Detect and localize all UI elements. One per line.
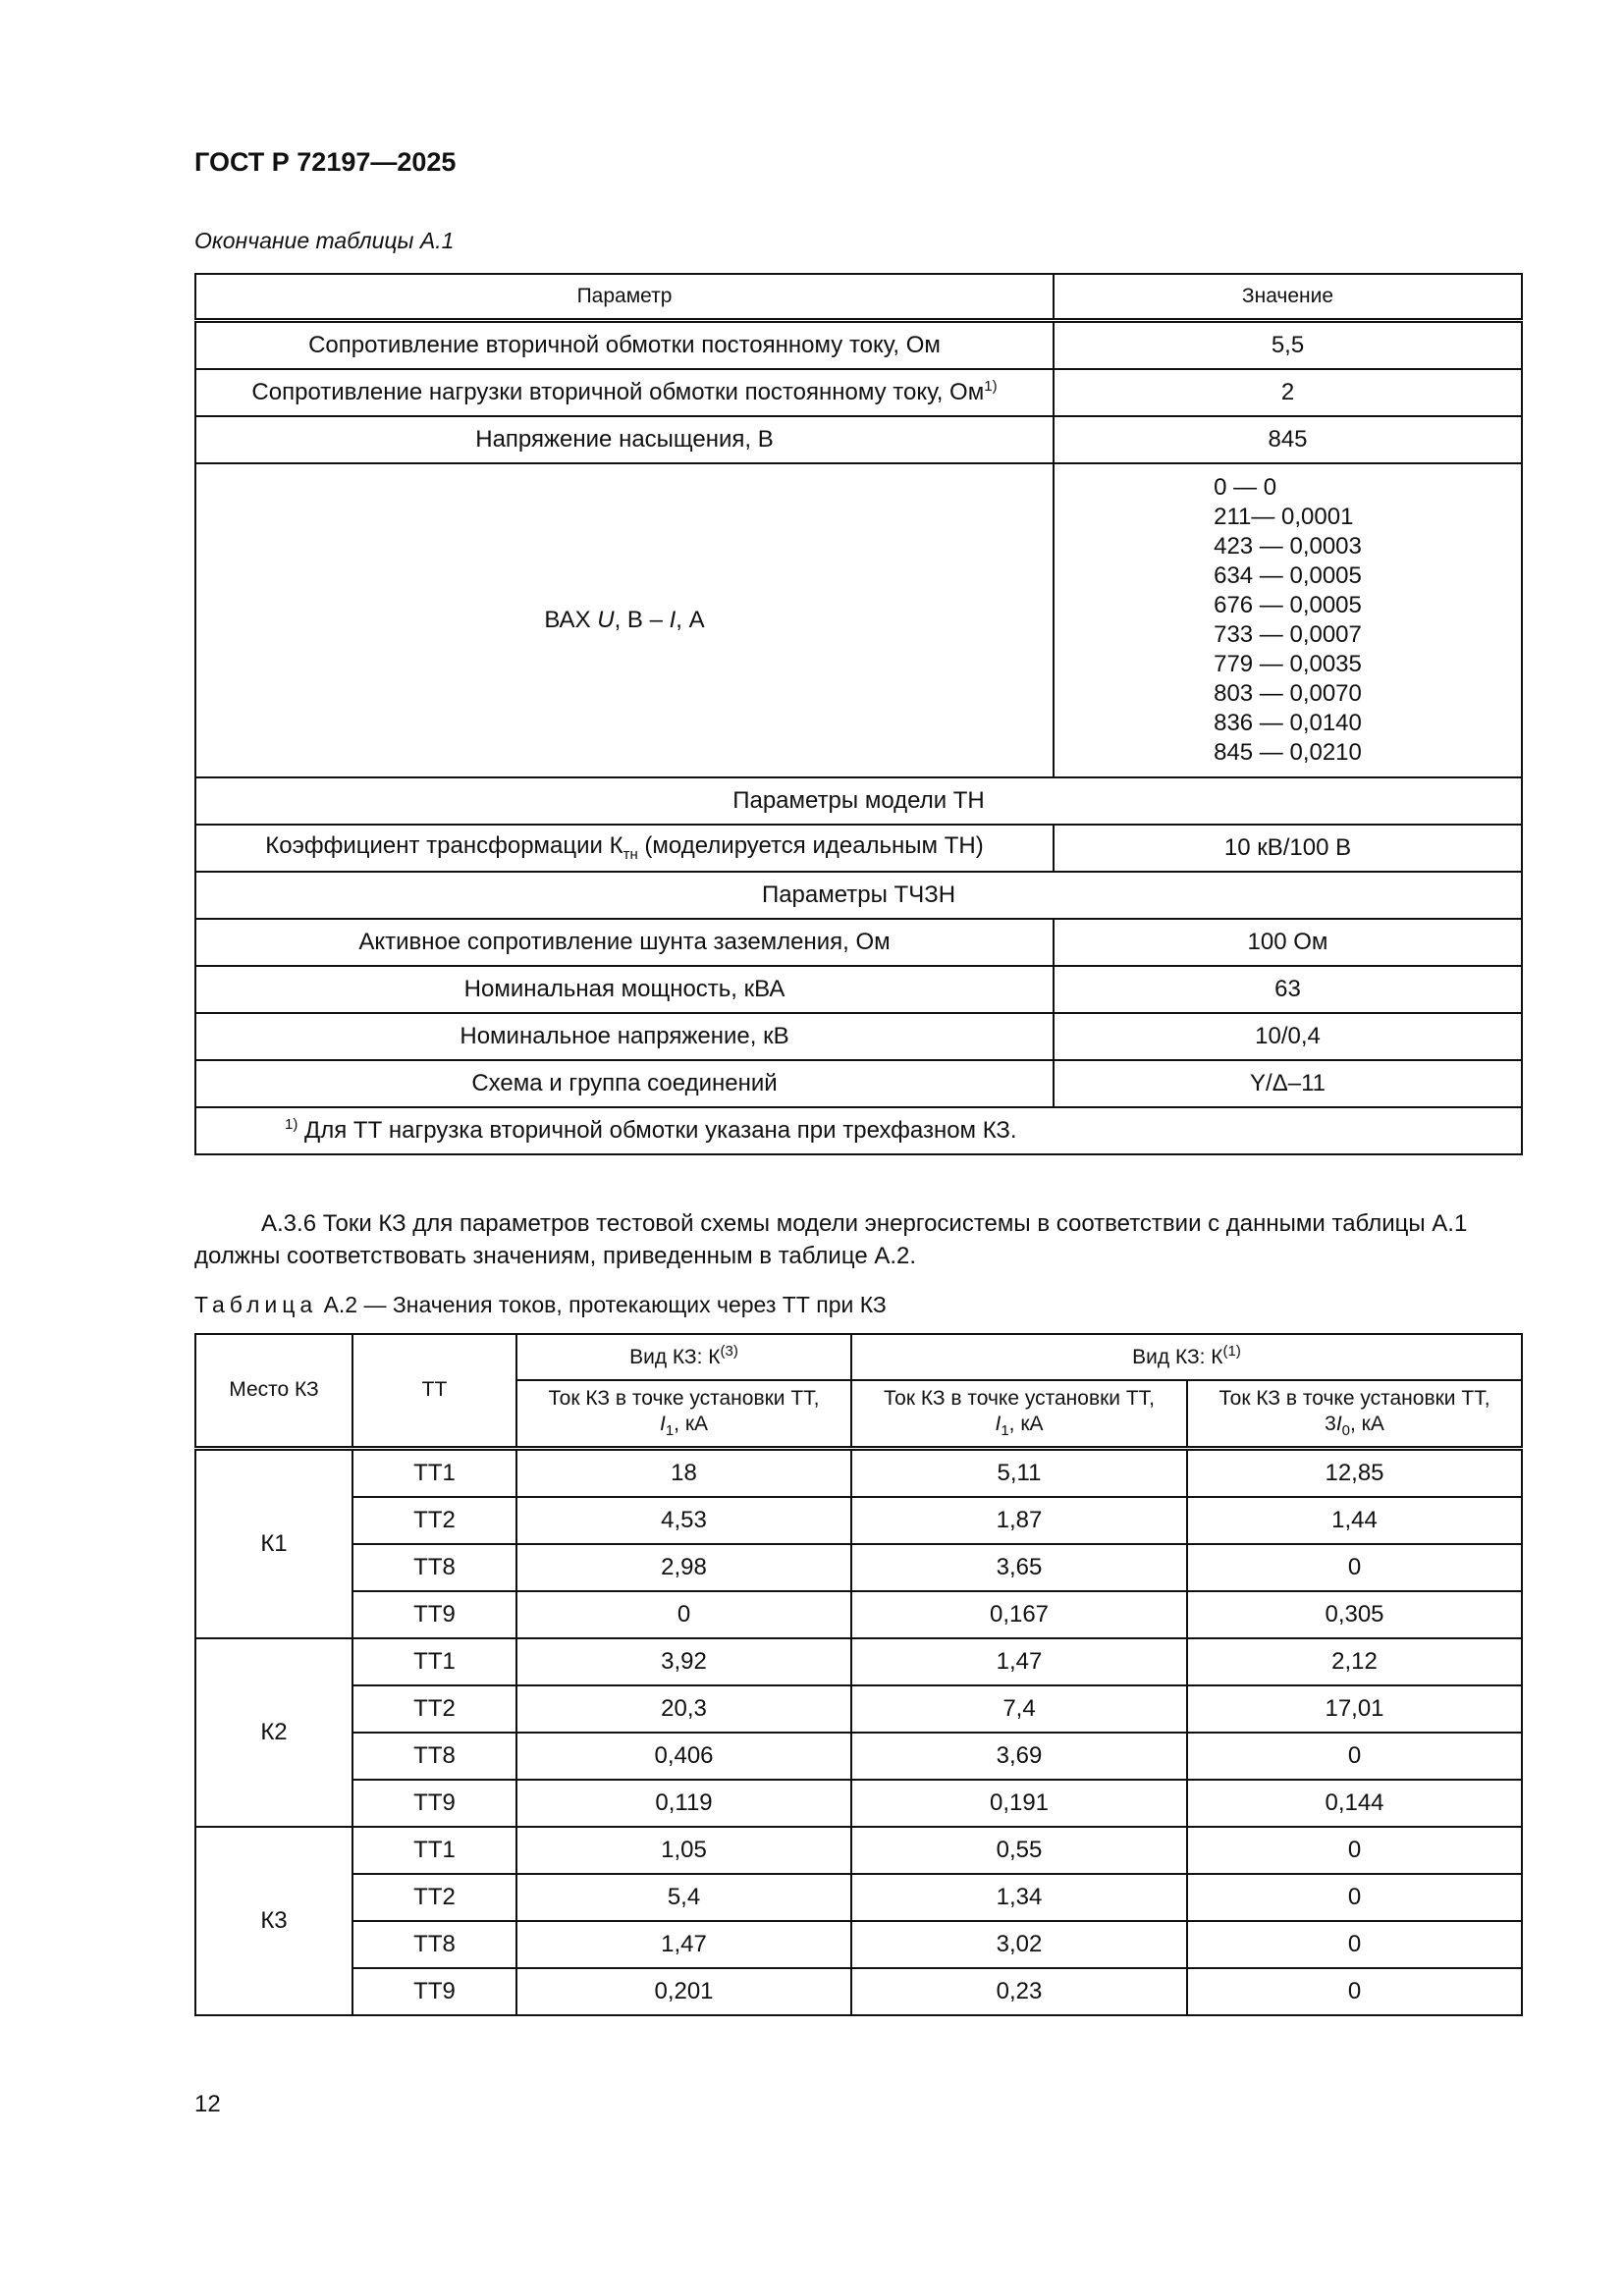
tt-cell: ТТ1 bbox=[352, 1449, 516, 1498]
subscript: 1 bbox=[1001, 1422, 1009, 1440]
tt-cell: ТТ9 bbox=[352, 1968, 516, 2015]
page-number: 12 bbox=[194, 2091, 221, 2117]
vax-point: 845 — 0,0210 bbox=[1214, 739, 1362, 766]
table-row bbox=[195, 321, 1522, 370]
vax-point: 836 — 0,0140 bbox=[1214, 710, 1362, 736]
column-header-k3 bbox=[516, 1334, 851, 1380]
table-row bbox=[195, 1921, 1522, 1968]
table-body bbox=[195, 1449, 1522, 2016]
document-header: ГОСТ Р 72197—2025 bbox=[194, 147, 457, 177]
value-cell: 0,119 bbox=[516, 1780, 851, 1827]
value-cell: 1,34 bbox=[851, 1874, 1187, 1921]
table-a2 bbox=[194, 1333, 1523, 2016]
table-row bbox=[195, 1874, 1522, 1921]
vax-point: 676 — 0,0005 bbox=[1214, 592, 1362, 618]
value-cell: 0,23 bbox=[851, 1968, 1187, 2015]
table-row bbox=[195, 1060, 1522, 1107]
header-text: Ток КЗ в точке установки ТТ, bbox=[1218, 1386, 1490, 1410]
value-cell: 0,305 bbox=[1187, 1591, 1522, 1638]
vax-point: 0 — 0 bbox=[1214, 474, 1277, 501]
param-cell bbox=[195, 463, 1054, 777]
value-cell: 0 bbox=[1187, 1733, 1522, 1780]
header-text: Вид КЗ: К bbox=[629, 1346, 721, 1369]
column-header-i1 bbox=[516, 1380, 851, 1449]
value-cell: 5,4 bbox=[516, 1874, 851, 1921]
column-header-tt: ТТ bbox=[352, 1334, 516, 1449]
value-cell: 0,201 bbox=[516, 1968, 851, 2015]
value-cell: 0,191 bbox=[851, 1780, 1187, 1827]
table-row bbox=[195, 416, 1522, 463]
column-header-k1 bbox=[851, 1334, 1522, 1380]
value-cell: 0,55 bbox=[851, 1827, 1187, 1874]
place-cell: К1 bbox=[195, 1449, 352, 1639]
column-header: Параметр bbox=[195, 274, 1054, 321]
table-row bbox=[195, 966, 1522, 1013]
value-cell: 10 кВ/100 В bbox=[1054, 825, 1522, 872]
column-header-3i0 bbox=[1187, 1380, 1522, 1449]
header-text: Ток КЗ в точке установки ТТ, bbox=[883, 1386, 1156, 1410]
coef: 3 bbox=[1325, 1413, 1336, 1436]
value-cell: 0 bbox=[1187, 1921, 1522, 1968]
table-row bbox=[195, 1780, 1522, 1827]
value-cell: 10/0,4 bbox=[1054, 1013, 1522, 1060]
table-row bbox=[195, 1591, 1522, 1638]
footnote-row bbox=[195, 1107, 1522, 1154]
table-a1 bbox=[194, 273, 1523, 1155]
vax-point: 733 — 0,0007 bbox=[1214, 621, 1362, 648]
subscript: 1 bbox=[665, 1422, 675, 1440]
table1-caption: Окончание таблицы А.1 bbox=[194, 228, 455, 253]
symbol-i: I bbox=[995, 1413, 1001, 1436]
table-row bbox=[195, 369, 1522, 416]
vax-point: 803 — 0,0070 bbox=[1214, 680, 1362, 707]
column-header: Значение bbox=[1054, 274, 1522, 321]
footnote-text: Для ТТ нагрузка вторичной обмотки указана при трехфазном КЗ. bbox=[298, 1117, 1017, 1144]
tt-cell: ТТ1 bbox=[352, 1827, 516, 1874]
value-cell: 0 bbox=[1187, 1544, 1522, 1591]
symbol-i: I bbox=[1335, 1413, 1342, 1436]
table2-caption bbox=[194, 1292, 887, 1318]
table-header-row bbox=[195, 1334, 1522, 1380]
param-cell: Активное сопротивление шунта заземления, Ом bbox=[195, 919, 1054, 966]
value-cell: 7,4 bbox=[851, 1685, 1187, 1733]
subscript: 0 bbox=[1341, 1422, 1350, 1440]
value-cell: 4,53 bbox=[516, 1497, 851, 1544]
place-cell: К2 bbox=[195, 1638, 352, 1827]
value-cell: 0,167 bbox=[851, 1591, 1187, 1638]
table-row bbox=[195, 825, 1522, 872]
param-text: Сопротивление нагрузки вторичной обмотки постоянному току, Ом bbox=[251, 379, 985, 405]
value-cell: 5,5 bbox=[1054, 321, 1522, 370]
table-row bbox=[195, 1449, 1522, 1498]
unit: , кА bbox=[674, 1413, 709, 1436]
value-cell: 845 bbox=[1054, 416, 1522, 463]
tt-cell: ТТ1 bbox=[352, 1638, 516, 1685]
value-cell: 0 bbox=[516, 1591, 851, 1638]
vax-label: ВАХ bbox=[544, 607, 598, 633]
vax-u: U bbox=[597, 607, 615, 633]
value-cell: Y/Δ–11 bbox=[1054, 1060, 1522, 1107]
value-cell: 1,47 bbox=[516, 1921, 851, 1968]
param-cell: Сопротивление вторичной обмотки постоянному току, Ом bbox=[195, 321, 1054, 370]
vax-point: 779 — 0,0035 bbox=[1214, 651, 1362, 677]
value-cell: 2 bbox=[1054, 369, 1522, 416]
table-row bbox=[195, 1544, 1522, 1591]
footnote-ref: 1) bbox=[984, 378, 998, 395]
value-cell: 0 bbox=[1187, 1827, 1522, 1874]
subscript: тн bbox=[623, 846, 638, 864]
vax-point: 423 — 0,0003 bbox=[1214, 533, 1362, 560]
value-cell: 0 bbox=[1187, 1968, 1522, 2015]
value-cell: 2,12 bbox=[1187, 1638, 1522, 1685]
paragraph-a36 bbox=[194, 1207, 1521, 1272]
value-cell: 1,44 bbox=[1187, 1497, 1522, 1544]
column-header-place: Место КЗ bbox=[195, 1334, 352, 1449]
table-row bbox=[195, 1733, 1522, 1780]
footnote bbox=[195, 1107, 1522, 1154]
caption-text: А.2 — Значения токов, протекающих через ТТ при КЗ bbox=[317, 1292, 887, 1317]
table-row bbox=[195, 1685, 1522, 1733]
value-cell: 0,406 bbox=[516, 1733, 851, 1780]
value-cell: 20,3 bbox=[516, 1685, 851, 1733]
header-sup: (1) bbox=[1222, 1343, 1241, 1361]
table-row bbox=[195, 1827, 1522, 1874]
table-row bbox=[195, 1968, 1522, 2015]
value-cell: 0 bbox=[1187, 1874, 1522, 1921]
section-row bbox=[195, 872, 1522, 919]
header-text: Ток КЗ в точке установки ТТ, bbox=[548, 1386, 820, 1410]
value-cell: 3,65 bbox=[851, 1544, 1187, 1591]
unit: , кА bbox=[1008, 1413, 1044, 1436]
value-cell: 17,01 bbox=[1187, 1685, 1522, 1733]
table-row bbox=[195, 1497, 1522, 1544]
value-cell: 3,92 bbox=[516, 1638, 851, 1685]
table-row-vax bbox=[195, 463, 1522, 777]
tt-cell: ТТ2 bbox=[352, 1685, 516, 1733]
param-cell: Номинальное напряжение, кВ bbox=[195, 1013, 1054, 1060]
vax-point: 634 — 0,0005 bbox=[1214, 562, 1362, 589]
vax-label-mid: , В – bbox=[614, 607, 670, 633]
value-cell bbox=[1054, 463, 1522, 777]
header-text: Вид КЗ: К bbox=[1132, 1346, 1223, 1369]
value-cell: 1,47 bbox=[851, 1638, 1187, 1685]
value-cell: 63 bbox=[1054, 966, 1522, 1013]
tt-cell: ТТ2 bbox=[352, 1497, 516, 1544]
value-cell: 0,144 bbox=[1187, 1780, 1522, 1827]
section-row bbox=[195, 777, 1522, 825]
header-sup: (3) bbox=[720, 1343, 738, 1361]
place-cell: К3 bbox=[195, 1827, 352, 2015]
value-cell: 18 bbox=[516, 1449, 851, 1498]
table-row bbox=[195, 1013, 1522, 1060]
param-cell: Напряжение насыщения, В bbox=[195, 416, 1054, 463]
tt-cell: ТТ2 bbox=[352, 1874, 516, 1921]
tt-cell: ТТ8 bbox=[352, 1733, 516, 1780]
caption-word: Таблица bbox=[194, 1292, 318, 1317]
tt-cell: ТТ8 bbox=[352, 1544, 516, 1591]
value-cell: 1,87 bbox=[851, 1497, 1187, 1544]
value-cell: 100 Ом bbox=[1054, 919, 1522, 966]
value-cell: 2,98 bbox=[516, 1544, 851, 1591]
table-header-row bbox=[195, 274, 1522, 321]
vax-values-list bbox=[1214, 473, 1362, 768]
tt-cell: ТТ9 bbox=[352, 1591, 516, 1638]
section-title: Параметры модели ТН bbox=[195, 777, 1522, 825]
tt-cell: ТТ9 bbox=[352, 1780, 516, 1827]
symbol-i: I bbox=[659, 1413, 666, 1436]
param-cell: Схема и группа соединений bbox=[195, 1060, 1054, 1107]
footnote-mark: 1) bbox=[285, 1116, 298, 1133]
param-text: (моделируется идеальным ТН) bbox=[637, 832, 984, 860]
param-cell bbox=[195, 825, 1054, 872]
param-cell bbox=[195, 369, 1054, 416]
vax-point: 211— 0,0001 bbox=[1214, 504, 1354, 530]
vax-label-post: , А bbox=[676, 607, 705, 633]
section-title: Параметры ТЧЗН bbox=[195, 872, 1522, 919]
vax-i: I bbox=[669, 607, 677, 633]
unit: , кА bbox=[1350, 1413, 1384, 1436]
value-cell: 12,85 bbox=[1187, 1449, 1522, 1498]
table-row bbox=[195, 919, 1522, 966]
value-cell: 1,05 bbox=[516, 1827, 851, 1874]
value-cell: 5,11 bbox=[851, 1449, 1187, 1498]
tt-cell: ТТ8 bbox=[352, 1921, 516, 1968]
paragraph-text: А.3.6 Токи КЗ для параметров тестовой схемы модели энергосистемы в соответствии с данными таблицы А.1 должны соответствовать значениям, приведенным в таблице А.2. bbox=[194, 1210, 1468, 1269]
value-cell: 3,69 bbox=[851, 1733, 1187, 1780]
param-text: Коэффициент трансформации К bbox=[265, 832, 623, 860]
table-row bbox=[195, 1638, 1522, 1685]
column-header-i1 bbox=[851, 1380, 1187, 1449]
value-cell: 3,02 bbox=[851, 1921, 1187, 1968]
param-cell: Номинальная мощность, кВА bbox=[195, 966, 1054, 1013]
